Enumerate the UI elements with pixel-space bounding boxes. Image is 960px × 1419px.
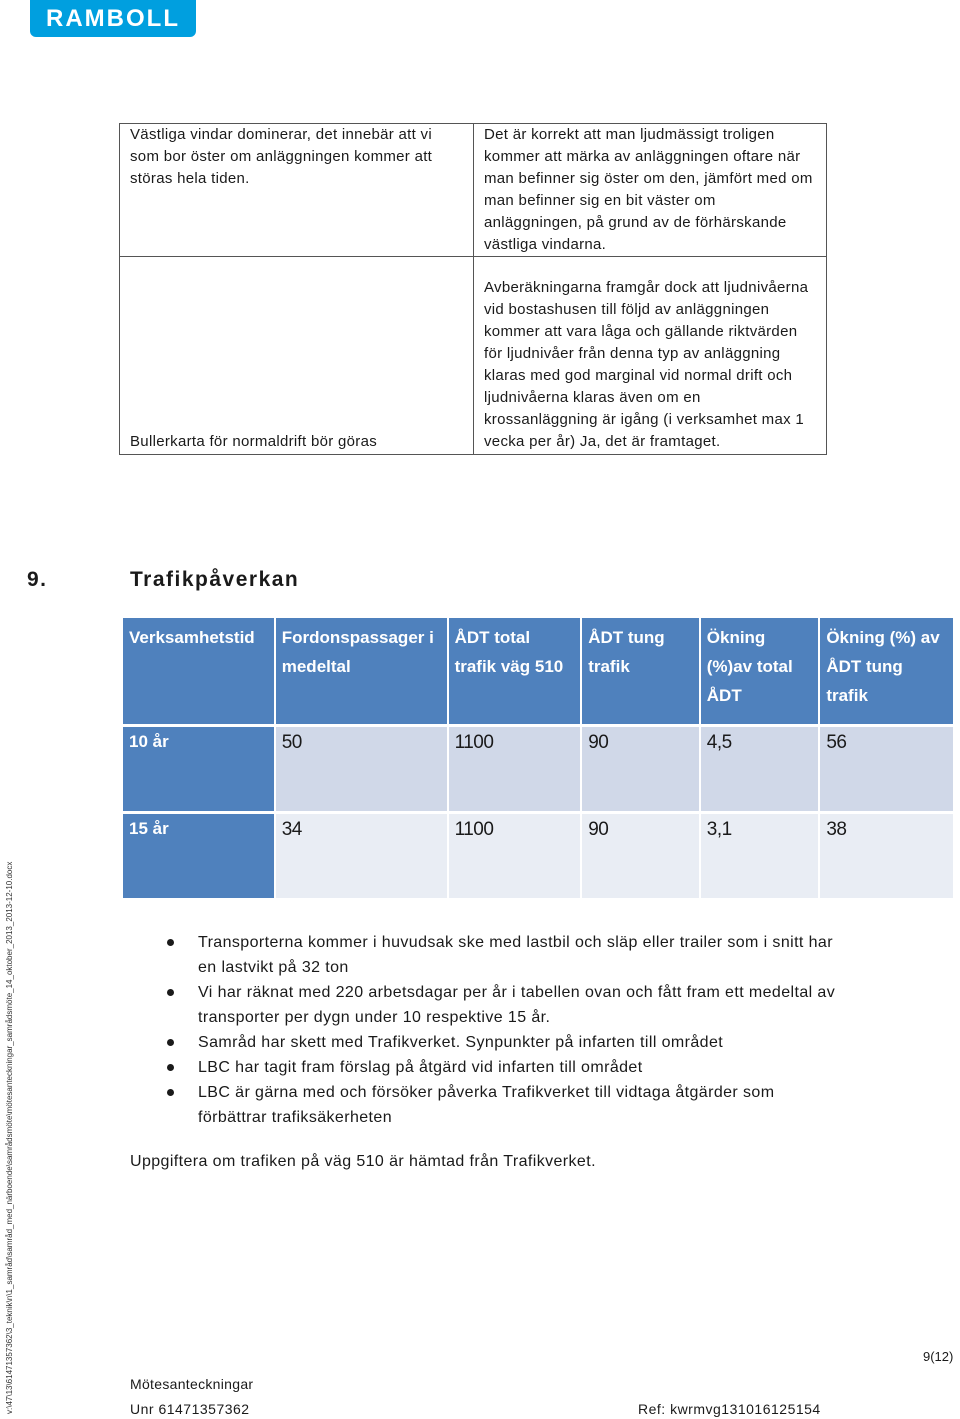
list-item: LBC är gärna med och försöker påverka Trafikverket till vidtaga åtgärder som förbättrar trafiksäkerheten (167, 1080, 847, 1130)
qa-row (120, 257, 827, 455)
header-cell: Verksamhetstid (123, 618, 274, 724)
table-cell: 50 (276, 727, 447, 811)
section-title: Trafikpåverkan (130, 568, 300, 591)
qa-answer: Det är korrekt att man ljudmässigt troligen kommer att märka av anläggningen oftare när man befinner sig öster om den, jämfört med om man befinner sig en bit väster om anläggningen, på grund av de förhärskande västliga vindarna. (474, 124, 827, 257)
qa-answer (474, 257, 827, 455)
list-item: LBC har tagit fram förslag på åtgärd vid infarten till området (167, 1055, 847, 1080)
qa-question: Västliga vindar dominerar, det innebär att vi som bor öster om anläggningen kommer att störas hela tiden. (120, 124, 474, 257)
header-cell: Ökning (%)av total ÅDT (701, 618, 819, 724)
footer-ref: Ref: kwrmvg131016125154 (638, 1401, 821, 1417)
row-header-cell: 15 år (123, 814, 274, 898)
ramboll-logo (30, 0, 196, 37)
header-cell: ÅDT tung trafik (582, 618, 699, 724)
section-number: 9. (27, 568, 48, 591)
table-cell: 38 (820, 814, 953, 898)
table-cell: 1100 (449, 727, 581, 811)
page-number: 9(12) (923, 1349, 954, 1364)
table-cell: 90 (582, 727, 699, 811)
bullet-list (167, 930, 847, 1130)
table-cell: 4,5 (701, 727, 819, 811)
table-cell: 90 (582, 814, 699, 898)
table-row (123, 727, 953, 811)
qa-answer-text: Avberäkningarna framgår dock att ljudnivåerna vid bostashusen till följd av anläggningen kommer att vara låga och gällande riktvärden för ljudnivåer från denna typ av anläggning klaras med god marginal vid normal drift och ljudnivåerna klaras även om en krossanläggning är igång (i verksamhet max 1 vecka per år) Ja, det är framtaget. (484, 279, 809, 450)
qa-row (120, 124, 827, 257)
source-note: Uppgiftera om trafiken på väg 510 är hämtad från Trafikverket. (130, 1153, 596, 1170)
table-cell: 3,1 (701, 814, 819, 898)
table-cell: 56 (820, 727, 953, 811)
footer-title: Mötesanteckningar (130, 1376, 254, 1392)
section-heading (27, 568, 299, 592)
list-item: Samråd har skett med Trafikverket. Synpunkter på infarten till området (167, 1030, 847, 1055)
list-item: Transporterna kommer i huvudsak ske med lastbil och släp eller trailer som i snitt har en lastvikt på 32 ton (167, 930, 847, 980)
footer-unr: Unr 61471357362 (130, 1401, 250, 1417)
row-header-cell: 10 år (123, 727, 274, 811)
qa-question: Bullerkarta för normaldrift bör göras (120, 257, 474, 455)
list-item: Vi har räknat med 220 arbetsdagar per år i tabellen ovan och fått fram ett medeltal av transporter per dygn under 10 respektive 15 år. (167, 980, 847, 1030)
header-cell: Fordonspassager i medeltal (276, 618, 447, 724)
table-cell: 34 (276, 814, 447, 898)
qa-table (119, 123, 827, 455)
logo-text: RAMBOLL (46, 4, 180, 32)
header-cell: ÅDT total trafik väg 510 (449, 618, 581, 724)
traffic-header-row (123, 618, 953, 724)
header-cell: Ökning (%) av ÅDT tung trafik (820, 618, 953, 724)
table-cell: 1100 (449, 814, 581, 898)
traffic-table (121, 615, 955, 901)
document-path: v:\47\13\61471357362\3_teknik\n\1_samråd\samråd_med_närboende\samrådsmöte\mötesanteckningar_samrådsmöte_14_oktober_2013_2013-12-10.docx (5, 861, 14, 1414)
table-row (123, 814, 953, 898)
